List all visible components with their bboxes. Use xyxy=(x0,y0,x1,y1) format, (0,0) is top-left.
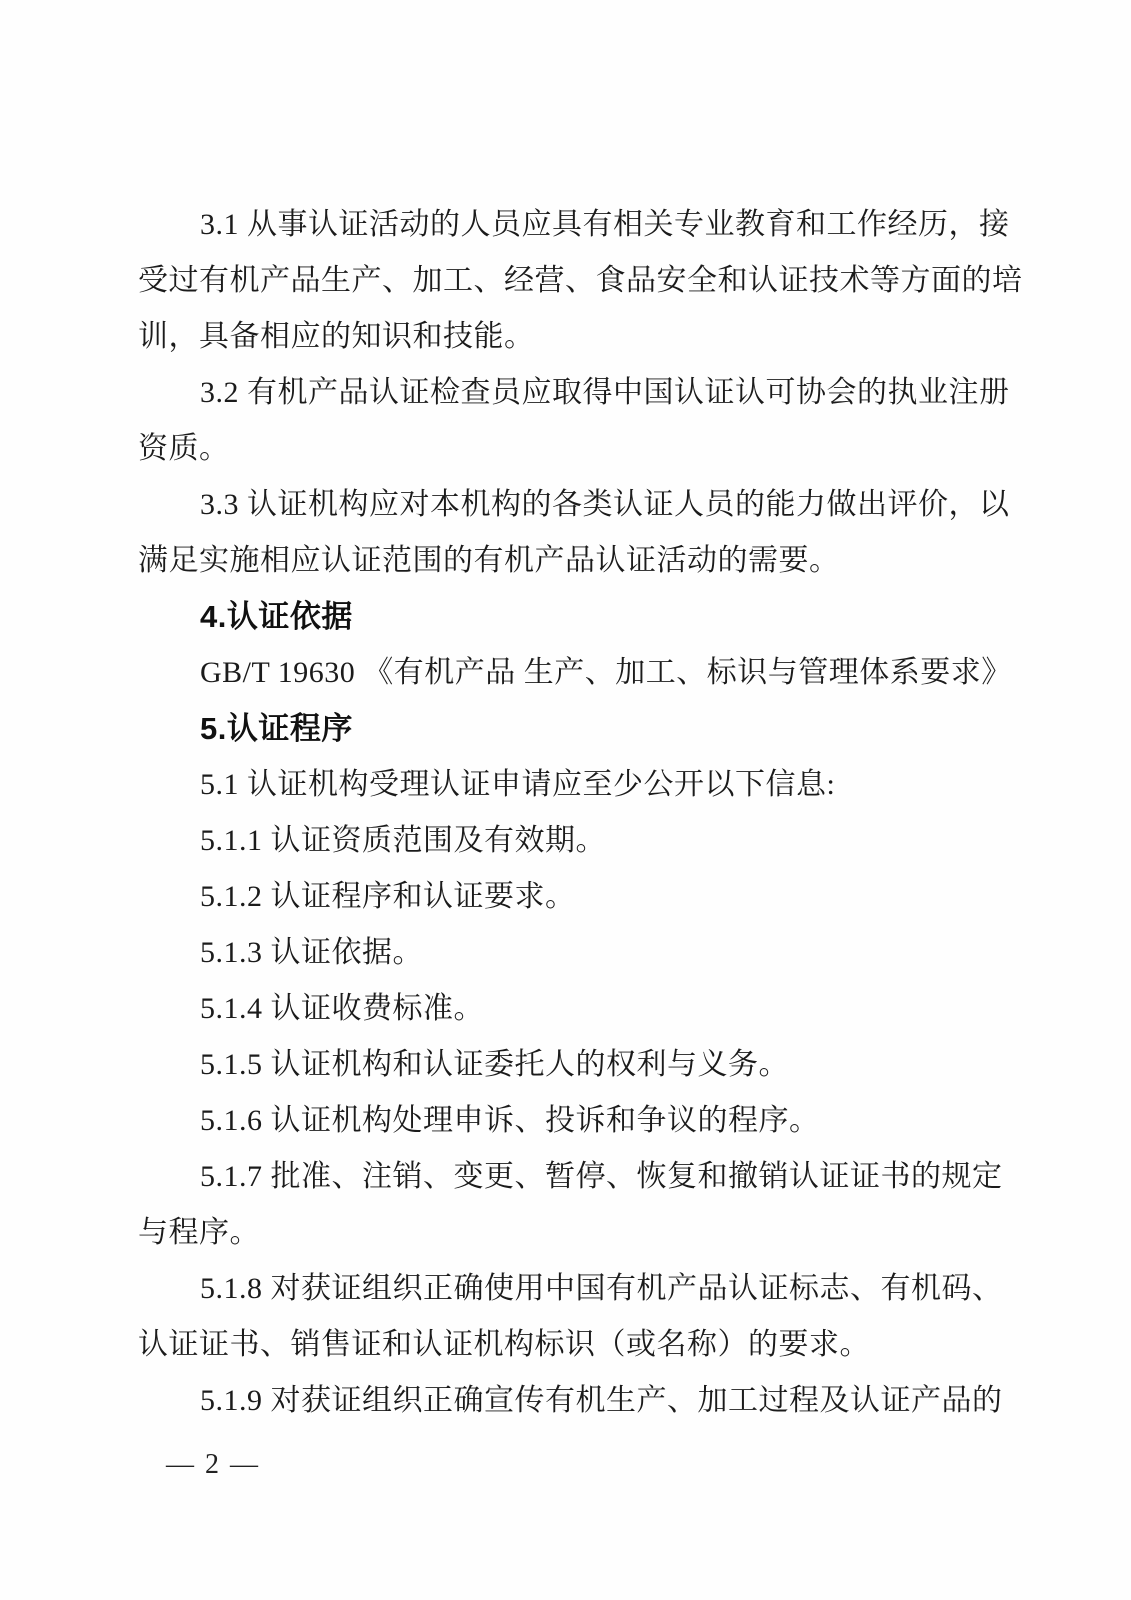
paragraph-5-1-2 xyxy=(138,869,993,925)
text-line: 资质。 xyxy=(138,432,230,465)
section-heading-5 xyxy=(138,701,993,757)
text-line: 5.1.4 认证收费标准。 xyxy=(200,992,484,1025)
text-line: 满足实施相应认证范围的有机产品认证活动的需要。 xyxy=(138,544,840,577)
paragraph-3-3 xyxy=(138,477,1010,589)
paragraph-5-1-3 xyxy=(138,925,993,981)
paragraph-gbt-19630 xyxy=(138,645,1012,701)
heading-line: 5.认证程序 xyxy=(200,711,353,746)
text-line: 5.1.1 认证资质范围及有效期。 xyxy=(200,824,606,857)
text-line: 3.1 从事认证活动的人员应具有相关专业教育和工作经历，接 xyxy=(200,208,1010,241)
text-line: 受过有机产品生产、加工、经营、食品安全和认证技术等方面的培 xyxy=(138,264,1023,297)
paragraph-5-1-4 xyxy=(138,981,993,1037)
text-line: 5.1.3 认证依据。 xyxy=(200,936,423,969)
paragraph-5-1-7 xyxy=(138,1149,1003,1261)
paragraph-5-1-1 xyxy=(138,813,993,869)
text-line: 5.1 认证机构受理认证申请应至少公开以下信息: xyxy=(200,768,836,801)
paragraph-3-2 xyxy=(138,365,1010,477)
document-body xyxy=(138,197,1023,1429)
paragraph-5-1-5 xyxy=(138,1037,993,1093)
paragraph-3-1 xyxy=(138,197,1023,365)
section-heading-4 xyxy=(138,589,993,645)
text-line: 5.1.8 对获证组织正确使用中国有机产品认证标志、有机码、 xyxy=(200,1272,1003,1305)
text-line: 5.1.9 对获证组织正确宣传有机生产、加工过程及认证产品的 xyxy=(200,1384,1003,1417)
paragraph-5-1 xyxy=(138,757,993,813)
text-line: 5.1.7 批准、注销、变更、暂停、恢复和撤销认证证书的规定 xyxy=(200,1160,1003,1193)
text-line: 与程序。 xyxy=(138,1216,260,1249)
text-line: 5.1.6 认证机构处理申诉、投诉和争议的程序。 xyxy=(200,1104,820,1137)
text-line: 5.1.5 认证机构和认证委托人的权利与义务。 xyxy=(200,1048,789,1081)
text-line: 认证证书、销售证和认证机构标识（或名称）的要求。 xyxy=(138,1328,870,1361)
paragraph-5-1-8 xyxy=(138,1261,1003,1373)
page-number: — 2 — xyxy=(166,1449,260,1480)
text-line: 3.3 认证机构应对本机构的各类认证人员的能力做出评价，以 xyxy=(200,488,1010,521)
text-line: 3.2 有机产品认证检查员应取得中国认证认可协会的执业注册 xyxy=(200,376,1010,409)
heading-line: 4.认证依据 xyxy=(200,599,353,634)
text-line: 5.1.2 认证程序和认证要求。 xyxy=(200,880,576,913)
text-line: 训，具备相应的知识和技能。 xyxy=(138,320,535,353)
paragraph-5-1-9 xyxy=(138,1373,1003,1429)
paragraph-5-1-6 xyxy=(138,1093,993,1149)
text-line: GB/T 19630 《有机产品 生产、加工、标识与管理体系要求》 xyxy=(200,656,1012,689)
